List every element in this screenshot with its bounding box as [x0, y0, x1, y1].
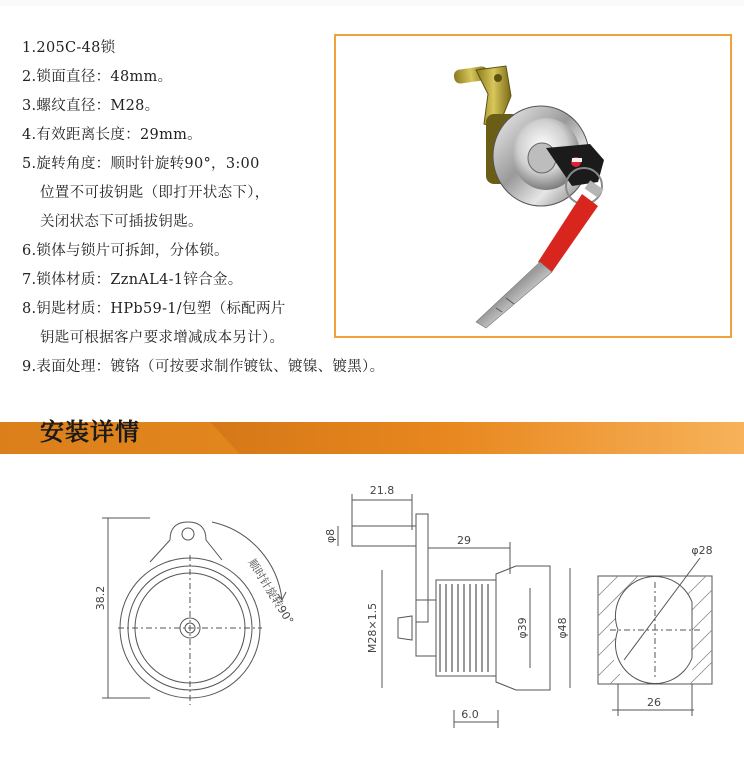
technical-drawing — [0, 470, 744, 764]
dim-pin: φ8 — [324, 528, 337, 544]
dim-height: 38.2 — [94, 585, 107, 611]
spec-line: 9.表面处理：镀铬（可按要求制作镀钛、镀镍、镀黑）。 — [22, 359, 385, 375]
dim-cutout-diameter: φ28 — [691, 544, 713, 557]
spec-line: 6.锁体与锁片可拆卸，分体锁。 — [22, 243, 229, 259]
front-view — [102, 518, 286, 705]
dim-face: φ48 — [556, 617, 569, 639]
spec-line: 3.螺纹直径：M28。 — [22, 98, 160, 114]
spec-line: 5.旋转角度：顺时针旋转90°，3:00 — [22, 156, 260, 172]
install-banner-title: 安装详情 — [40, 418, 140, 446]
top-strip — [0, 0, 744, 6]
spec-line: 8.钥匙材质：HPb59-1/包塑（标配两片 — [22, 301, 286, 317]
spec-line: 位置不可拔钥匙（即打开状态下）， — [40, 185, 270, 201]
spec-line: 钥匙可根据客户要求增减成本另计）。 — [40, 330, 285, 346]
dim-tip: 6.0 — [461, 708, 479, 721]
spec-line: 关闭状态下可插拔钥匙。 — [40, 214, 203, 230]
dim-length: 29 — [457, 534, 471, 547]
dim-body: φ39 — [516, 617, 529, 639]
spec-line: 7.锁体材质：ZznAL4-1锌合金。 — [22, 272, 243, 288]
cutout-view — [598, 558, 712, 716]
dim-rotation: 顺时针旋转90° — [245, 556, 296, 627]
spec-line: 1.205C-48锁 — [22, 40, 116, 56]
spec-list — [22, 34, 385, 382]
lock-photo-illustration — [336, 36, 730, 336]
dim-thread: M28×1.5 — [366, 602, 379, 654]
dim-arm: 21.8 — [369, 484, 395, 497]
spec-line: 4.有效距离长度：29mm。 — [22, 127, 202, 143]
product-photo — [334, 34, 732, 338]
spec-line: 2.锁面直径：48mm。 — [22, 69, 173, 85]
dim-cutout-width: 26 — [647, 696, 661, 709]
